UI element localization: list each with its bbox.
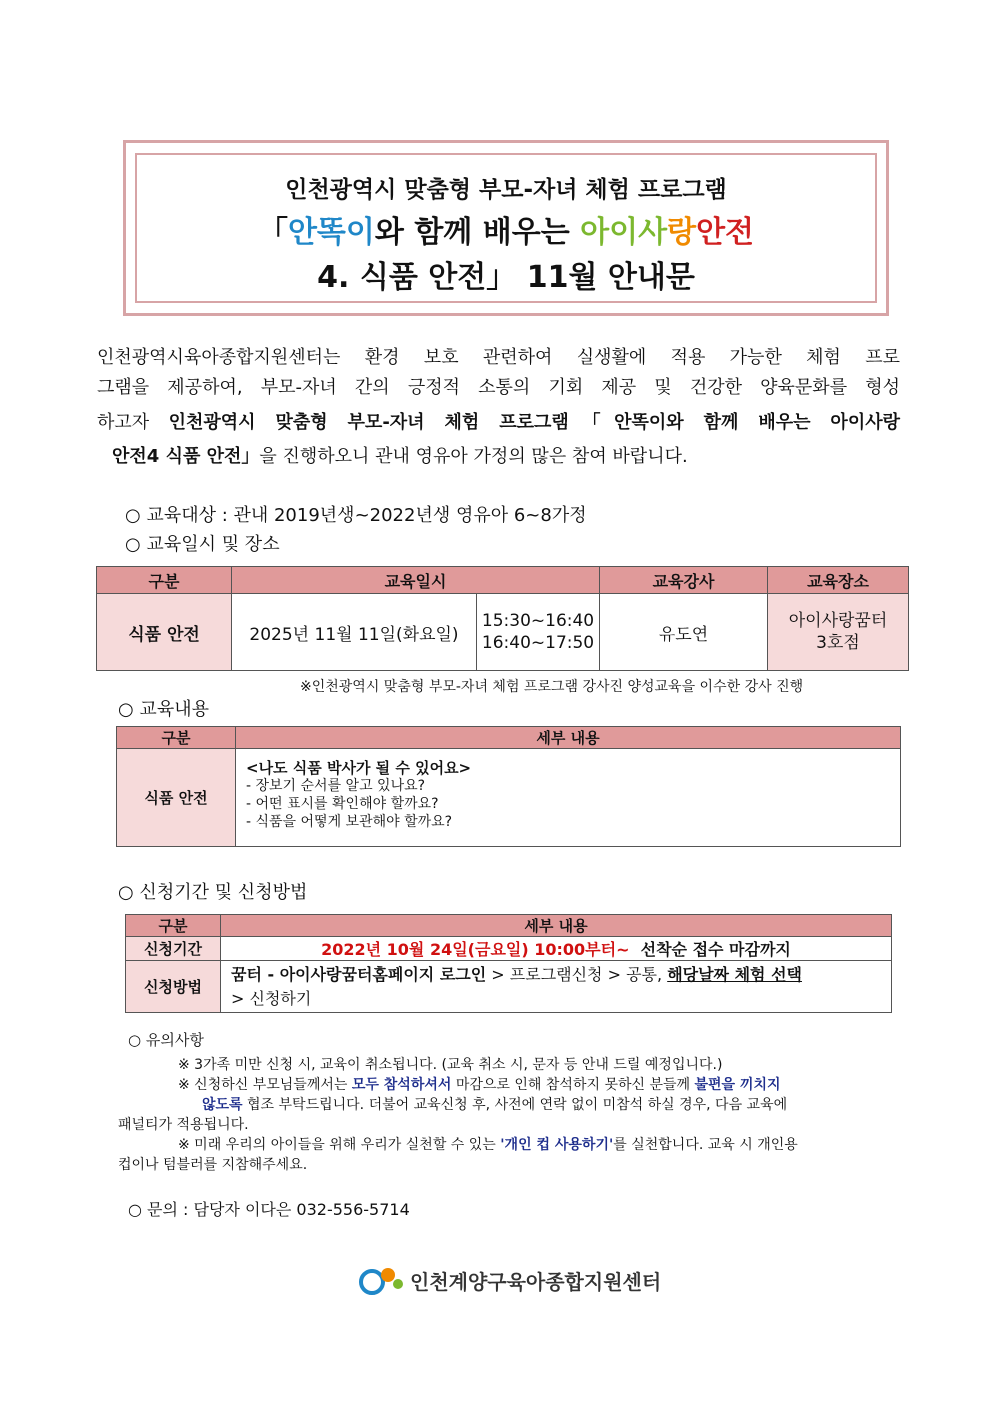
- org-name: 인천계양구육아종합지원센터: [410, 1270, 662, 1294]
- title-green: 아이사: [580, 215, 668, 250]
- title-orange: 랑: [667, 215, 697, 250]
- schedule-place-1: 아이사랑꿈터: [788, 611, 888, 631]
- content-heading: <나도 식품 박사가 될 수 있어요>: [246, 759, 472, 777]
- content-header-detail: 세부 내용: [236, 727, 901, 749]
- title-middle: 와 함께 배우는: [374, 215, 581, 250]
- bullet-notice: ○ 유의사항: [128, 1031, 204, 1049]
- bullet-content: ○ 교육내용: [118, 699, 209, 720]
- schedule-place: [768, 594, 909, 671]
- schedule-header-category: 구분: [97, 567, 232, 594]
- apply-method-line-2: > 신청하기: [231, 988, 312, 1008]
- apply-header-category: 구분: [126, 915, 221, 937]
- apply-method-site: 꿈터 - 아이사랑꿈터홈페이지 로그인: [231, 964, 487, 984]
- intro-text-1: 인천광역시육아종합지원센터는 환경 보호 관련하여 실생활에 적용 가능한 체험 프로: [97, 347, 900, 368]
- intro-line-2: [97, 373, 900, 403]
- schedule-date: 2025년 11월 11일(화요일): [232, 594, 477, 671]
- schedule-note: ※인천광역시 맞춤형 부모-자녀 체험 프로그램 강사진 양성교육을 이수한 강사 진행: [300, 679, 804, 695]
- apply-method-steps: > 프로그램신청 > 공통,: [486, 964, 668, 984]
- note-2-e: 않도록: [202, 1097, 243, 1113]
- apply-period-row: [126, 937, 892, 961]
- apply-table: [125, 914, 892, 1013]
- schedule-header-datetime: 교육일시: [232, 567, 600, 594]
- intro-text-2: 그램을 제공하여, 부모-자녀 간의 긍정적 소통의 기회 제공 및 건강한 양육문화를 형성: [97, 377, 900, 398]
- bullet-contact: ○ 문의 : 담당자 이다은 032-556-5714: [128, 1200, 410, 1219]
- schedule-row: [97, 594, 909, 671]
- note-3-line-1: [118, 1135, 914, 1155]
- note-2-a: ※ 신청하신 부모님들께서는: [178, 1077, 352, 1093]
- apply-period-date: 2022년 10월 24일(금요일) 10:00부터~: [321, 940, 630, 959]
- note-2-attend: 모두 참석하셔서: [351, 1077, 452, 1093]
- title-line-1: 인천광역시 맞춤형 부모-자녀 체험 프로그램: [285, 177, 727, 203]
- schedule-category: 식품 안전: [97, 594, 232, 671]
- title-line-2: [123, 207, 889, 251]
- note-2-f: 협조 부탁드립니다. 더불어 교육신청 후, 사전에 연락 없이 미참석 하실 경우, 다음 교육에: [242, 1097, 788, 1113]
- bullet-target: ○ 교육대상 : 관내 2019년생~2022년생 영유아 6~8가정: [125, 505, 587, 526]
- title-red: 안전: [696, 215, 755, 250]
- intro-text-4: 을 진행하오니 관내 영유아 가정의 많은 참여 바랍니다.: [259, 446, 688, 467]
- schedule-table: [96, 566, 909, 671]
- content-row: [117, 749, 901, 847]
- schedule-header-instructor: 교육강사: [600, 567, 768, 594]
- intro-program-name: 인천광역시 맞춤형 부모-자녀 체험 프로그램「안똑이와 함께 배우는 아이사랑: [168, 412, 900, 433]
- intro-line-4: [112, 442, 915, 472]
- content-item: - 어떤 표시를 확인해야 할까요?: [246, 796, 439, 812]
- apply-period-value: [221, 937, 892, 961]
- intro-text-3: 하고자: [97, 412, 169, 433]
- content-table: [116, 726, 901, 847]
- schedule-time-1: 15:30~16:40: [481, 611, 595, 631]
- bullet-apply: ○ 신청기간 및 신청방법: [118, 882, 308, 903]
- intro-program-name-2: 안전4 식품 안전」: [112, 446, 260, 467]
- schedule-instructor: 유도연: [600, 594, 768, 671]
- note-2-line-2: [118, 1095, 914, 1115]
- title-mascot: 안똑이: [287, 215, 375, 250]
- schedule-header-place: 교육장소: [768, 567, 909, 594]
- note-2-line-1: [118, 1075, 914, 1095]
- schedule-place-2: 3호점: [816, 633, 860, 653]
- intro-line-1: [97, 343, 900, 373]
- note-3-line-2: 컵이나 텀블러를 지참해주세요.: [118, 1157, 308, 1173]
- apply-method-value: [221, 961, 892, 1013]
- apply-method-select: 해당날짜 체험 선택: [667, 964, 802, 984]
- note-3-cup: '개인 컵 사용하기': [500, 1137, 614, 1153]
- content-detail: [236, 749, 901, 847]
- notes: [118, 1055, 914, 1175]
- content-category: 식품 안전: [117, 749, 236, 847]
- content-header-row: [117, 727, 901, 749]
- schedule-time-2: 16:40~17:50: [481, 633, 595, 653]
- note-3-a: ※ 미래 우리의 아이들을 위해 우리가 실천할 수 있는: [178, 1137, 501, 1153]
- apply-method-row: [126, 961, 892, 1013]
- bullet-schedule: ○ 교육일시 및 장소: [125, 534, 280, 555]
- content-item: - 식품을 어떻게 보관해야 할까요?: [246, 814, 453, 830]
- title-line-3: 4. 식품 안전」 11월 안내문: [317, 260, 695, 295]
- title-bracket: 「: [257, 215, 288, 250]
- org-logo-icon: [358, 1262, 406, 1298]
- content-item: - 장보기 순서를 알고 있나요?: [246, 778, 426, 794]
- apply-header-detail: 세부 내용: [221, 915, 892, 937]
- note-1: ※ 3가족 미만 신청 시, 교육이 취소됩니다. (교육 취소 시, 문자 등 안내 드릴 예정입니다.): [178, 1057, 723, 1073]
- apply-header-row: [126, 915, 892, 937]
- note-3-c: 를 실천합니다. 교육 시 개인용: [613, 1137, 798, 1153]
- apply-period-label: 신청기간: [126, 937, 221, 961]
- intro-line-3: [97, 408, 900, 438]
- apply-method-line-1: [231, 963, 891, 987]
- schedule-times: [477, 594, 600, 671]
- content-header-category: 구분: [117, 727, 236, 749]
- apply-method-label: 신청방법: [126, 961, 221, 1013]
- note-2-inconv: 불편을 끼치지: [694, 1077, 781, 1093]
- note-2-c: 마감으로 인해 참석하지 못하신 분들께: [451, 1077, 695, 1093]
- apply-period-until: 선착순 접수 마감까지: [640, 940, 791, 959]
- schedule-header-row: [97, 567, 909, 594]
- note-2-line-3: 패널티가 적용됩니다.: [118, 1117, 249, 1133]
